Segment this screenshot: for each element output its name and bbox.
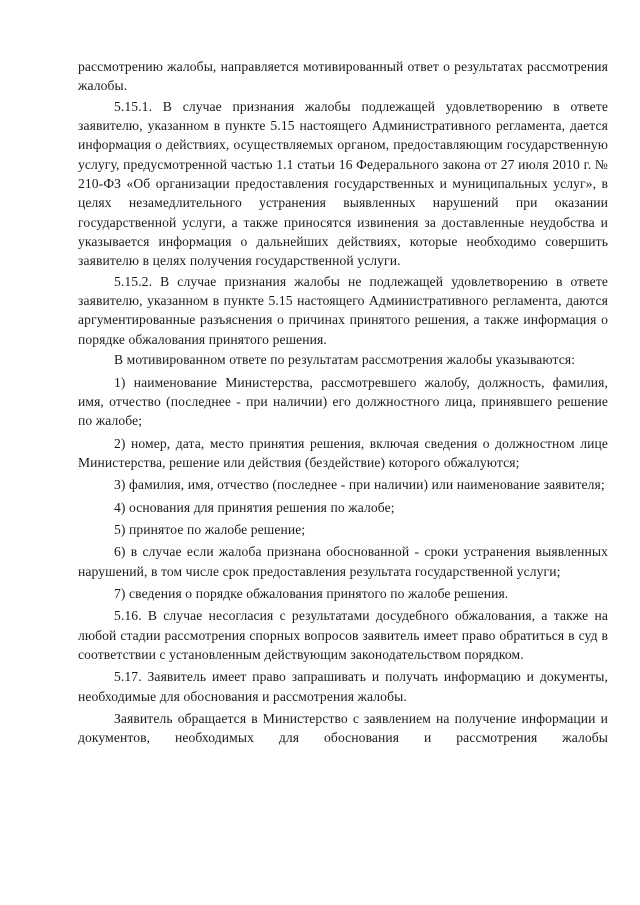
paragraph-continuation: рассмотрению жалобы, направляется мотивированный ответ о результатах рассмотрения жалобы. — [78, 59, 608, 94]
paragraph-5-15-1: 5.15.1. В случае признания жалобы подлежащей удовлетворению в ответе заявителю, указанном в пункте 5.15 настоящего Административного регламента, дается информация о действиях, осуществляемых органом, предоставляющим государственную услугу, предусмотренной частью 1.1 статьи 16 Федерального закона от 27 июля 2010 г. № 210-ФЗ «Об организации предоставления государственных и муниципальных услуг», в целях незамедлительного устранения выявленных нарушений при оказании государственной услуги, а также приносятся извинения за доставленные неудобства и указывается информация о дальнейших действиях, которые необходимо совершить заявителю в целях получения государственной услуги. — [78, 98, 608, 269]
document-page — [78, 57, 608, 749]
paragraph-5-16: 5.16. В случае несогласия с результатами досудебного обжалования, а также на любой стадии рассмотрения спорных вопросов заявитель имеет право обратиться в суд в соответствии с установленным действующим законодательством порядком. — [78, 608, 608, 662]
list-item-5: 5) принятое по жалобе решение; — [114, 521, 306, 537]
paragraph-5-15-2: 5.15.2. В случае признания жалобы не подлежащей удовлетворению в ответе заявителю, указанном в пункте 5.15 настоящего Административного регламента, даются аргументированные разъяснения о причинах принятого решения, а также информация о порядке обжалования принятого решения. — [78, 273, 608, 347]
list-item-1: 1) наименование Министерства, рассмотревшего жалобу, должность, фамилия, имя, отчество (последнее - при наличии) его должностного лица, принявшего решение по жалобе; — [78, 374, 608, 429]
paragraph-5-17: 5.17. Заявитель имеет право запрашивать и получать информацию и документы, необходимые для обоснования и рассмотрения жалобы. — [78, 669, 608, 704]
paragraph-answer-contents: В мотивированном ответе по результатам рассмотрения жалобы указываются: — [114, 352, 576, 368]
list-item-4: 4) основания для принятия решения по жалобе; — [114, 499, 395, 515]
list-item-2: 2) номер, дата, место принятия решения, включая сведения о должностном лице Министерства, решение или действия (бездействие) которого обжалуются; — [78, 435, 608, 470]
list-item-6: 6) в случае если жалоба признана обоснованной - сроки устранения выявленных нарушений, в том числе срок предоставления результата государственной услуги; — [78, 544, 608, 579]
paragraph-applicant-request: Заявитель обращается в Министерство с заявлением на получение информации и документов, необходимых для обоснования и рассмотрения жалобы — [78, 711, 608, 746]
list-item-3: 3) фамилия, имя, отчество (последнее - при наличии) или наименование заявителя; — [114, 477, 605, 493]
list-item-7: 7) сведения о порядке обжалования принятого по жалобе решения. — [114, 585, 509, 601]
